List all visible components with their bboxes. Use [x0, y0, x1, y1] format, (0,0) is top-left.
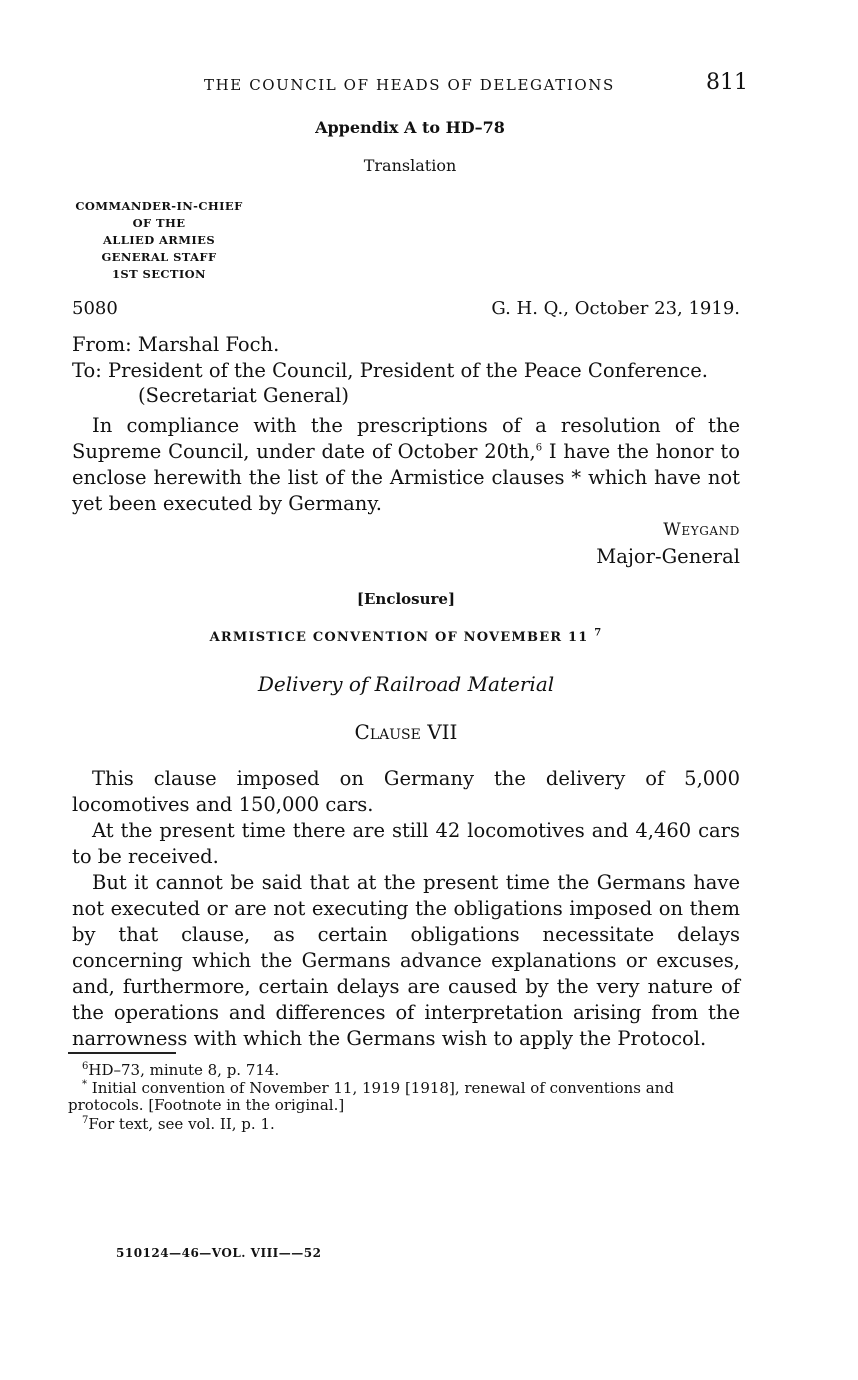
signature-name: Weygand — [663, 520, 740, 540]
running-title: THE COUNCIL OF HEADS OF DELEGATIONS — [204, 76, 615, 94]
convention-title: ARMISTICE CONVENTION OF NOVEMBER 11 — [209, 630, 589, 645]
hq-line: OF THE — [132, 216, 186, 230]
signature-title: Major-General — [596, 545, 740, 568]
footnote-mark: 6 — [82, 1061, 89, 1072]
from-line: From: Marshal Foch. — [72, 333, 280, 356]
footnote — [68, 1080, 736, 1114]
headquarters-block — [74, 198, 244, 283]
footnote-text: HD–73, minute 8, p. 714. — [88, 1061, 280, 1079]
printer-line: 510124—46—VOL. VIII——52 — [116, 1246, 322, 1260]
letter-body — [72, 413, 740, 517]
footnote-mark: * — [82, 1079, 87, 1090]
hq-line: GENERAL STAFF — [101, 250, 217, 264]
footnote-ref: 6 — [535, 442, 543, 454]
footnote — [68, 1116, 736, 1133]
hq-line: COMMANDER-IN-CHIEF — [75, 199, 243, 213]
convention-heading — [0, 627, 812, 645]
clause-heading: Clause VII — [354, 720, 458, 744]
footnote-text: For text, see vol. II, p. 1. — [88, 1115, 275, 1133]
translation-label: Translation — [363, 156, 457, 175]
footnote-text: Initial convention of November 11, 1919 [1918], renewal of conventions and protocols. [Footnote in the original.] — [68, 1079, 674, 1114]
enclosure-label: [Enclosure] — [356, 590, 456, 608]
page-number: 811 — [706, 70, 748, 95]
footnote — [68, 1062, 736, 1079]
footnote-divider — [68, 1052, 176, 1054]
subject-heading: Delivery of Railroad Material — [257, 672, 555, 696]
clause-paragraph: This clause imposed on Germany the delivery of 5,000 locomotives and 150,000 cars. — [72, 767, 740, 816]
appendix-heading: Appendix A to HD–78 — [315, 118, 505, 137]
footnote-ref: 7 — [594, 627, 603, 639]
hq-line: 1ST SECTION — [112, 267, 206, 281]
to-line-continued: (Secretariat General) — [138, 384, 349, 407]
hq-line: ALLIED ARMIES — [102, 233, 216, 247]
clause-paragraph: But it cannot be said that at the present time the Germans have not executed or are not executing the obligations imposed on them by that clause, as certain obligations necessitate delays concerning which the Germans advance explanations or excuses, and, furthermore, certain delays are caused by the very nature of the operations and differences of interpretation arising from the narrowness with which the Germans wish to apply the Protocol. — [72, 871, 740, 1050]
clause-paragraph: At the present time there are still 42 locomotives and 4,460 cars to be received. — [72, 819, 740, 868]
footnote-mark: 7 — [82, 1115, 89, 1126]
letter-body-text: I have the honor to enclose herewith the list of the Armistice clauses * which have not yet been executed by Germany. — [72, 440, 740, 515]
letter-body-text: In compliance with the prescriptions of a resolution of the Supreme Council, under date of October 20th, — [72, 414, 740, 463]
to-line: To: President of the Council, President of the Peace Conference. — [72, 359, 708, 382]
reference-number: 5080 — [72, 298, 118, 319]
dateline: G. H. Q., October 23, 1919. — [491, 298, 740, 319]
